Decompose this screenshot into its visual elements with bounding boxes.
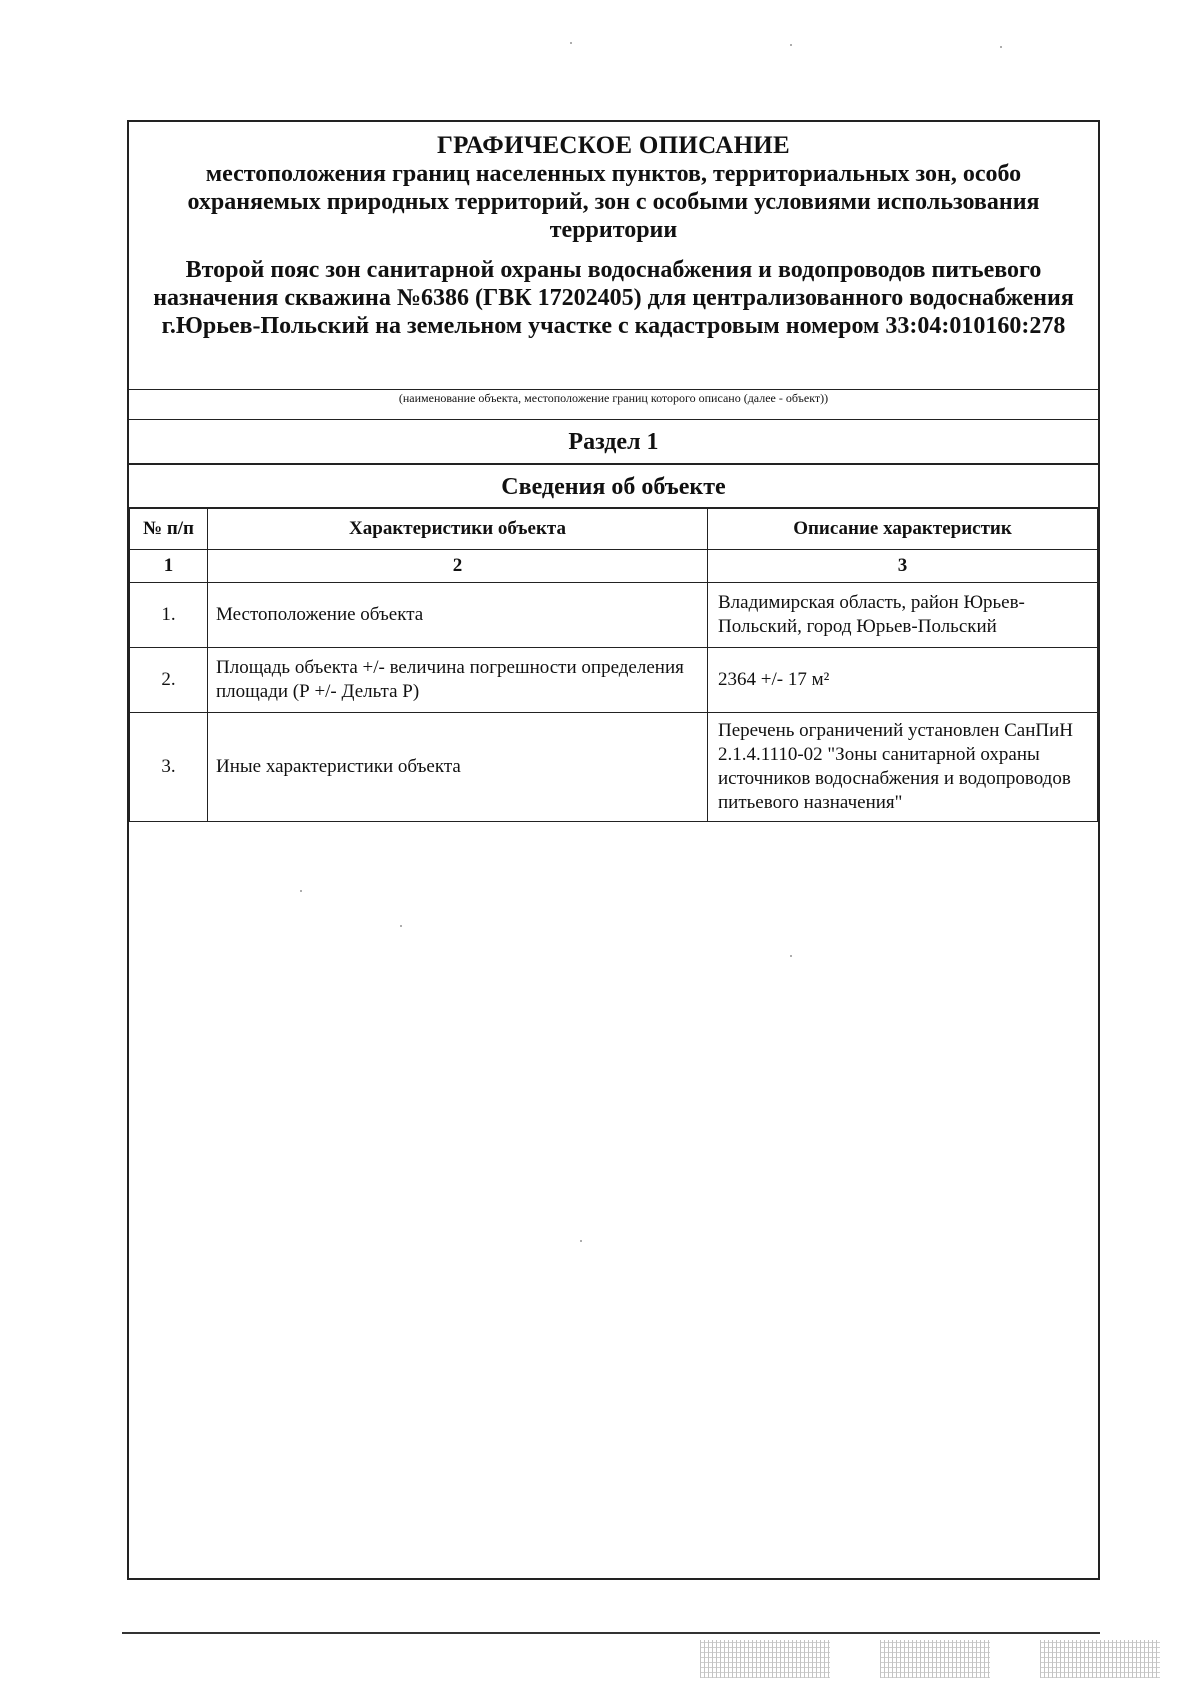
scan-noise: [880, 1640, 990, 1678]
document-frame: [127, 120, 1100, 1580]
object-info-table: [129, 508, 1098, 822]
header-description: Описание характеристик: [708, 509, 1098, 550]
table-row: [130, 713, 1098, 822]
column-number: 2: [208, 550, 708, 583]
scan-speck: [790, 44, 792, 46]
scan-noise: [1040, 1640, 1160, 1678]
row-characteristic: Иные характеристики объекта: [208, 713, 708, 822]
row-characteristic: Площадь объекта +/- величина погрешности определения площади (Р +/- Дельта Р): [208, 648, 708, 713]
row-number: 1.: [130, 583, 208, 648]
section-label: Раздел 1: [129, 420, 1098, 464]
table-header-row: [130, 509, 1098, 550]
document-title: ГРАФИЧЕСКОЕ ОПИСАНИЕ: [436, 132, 791, 159]
scan-noise: [700, 1640, 830, 1678]
header-number: № п/п: [130, 509, 208, 550]
table-row: [130, 648, 1098, 713]
scan-speck: [570, 42, 572, 44]
object-name: Второй пояс зон санитарной охраны водоснабжения и водопроводов питьевого назначения скважина №6386 (ГВК 17202405) для централизованного водоснабжения г.Юрьев-Польский на земельном участке с кадастровым номером 33:04:010160:278: [153, 257, 1074, 339]
document-subtitle: местоположения границ населенных пунктов, территориальных зон, особо охраняемых природных территорий, зон с особыми условиями использования территории: [187, 161, 1040, 243]
header-characteristic: Характеристики объекта: [208, 509, 708, 550]
row-number: 3.: [130, 713, 208, 822]
section-heading: Сведения об объекте: [129, 464, 1098, 508]
row-description: 2364 +/- 17 м²: [708, 648, 1098, 713]
footer-rule: [122, 1632, 1100, 1634]
row-characteristic: Местоположение объекта: [208, 583, 708, 648]
scan-speck: [300, 890, 302, 892]
scan-speck: [580, 1240, 582, 1242]
column-number-row: [130, 550, 1098, 583]
object-name-caption: (наименование объекта, местоположение границ которого описано (далее - объект)): [129, 390, 1098, 420]
table-row: [130, 583, 1098, 648]
row-description: Владимирская область, район Юрьев-Польский, город Юрьев-Польский: [708, 583, 1098, 648]
scan-speck: [790, 955, 792, 957]
scan-speck: [1000, 46, 1002, 48]
document-header: [129, 122, 1098, 390]
column-number: 1: [130, 550, 208, 583]
row-number: 2.: [130, 648, 208, 713]
column-number: 3: [708, 550, 1098, 583]
scan-speck: [400, 925, 402, 927]
row-description: Перечень ограничений установлен СанПиН 2.1.4.1110-02 "Зоны санитарной охраны источников водоснабжения и водопроводов питьевого назначения": [708, 713, 1098, 822]
